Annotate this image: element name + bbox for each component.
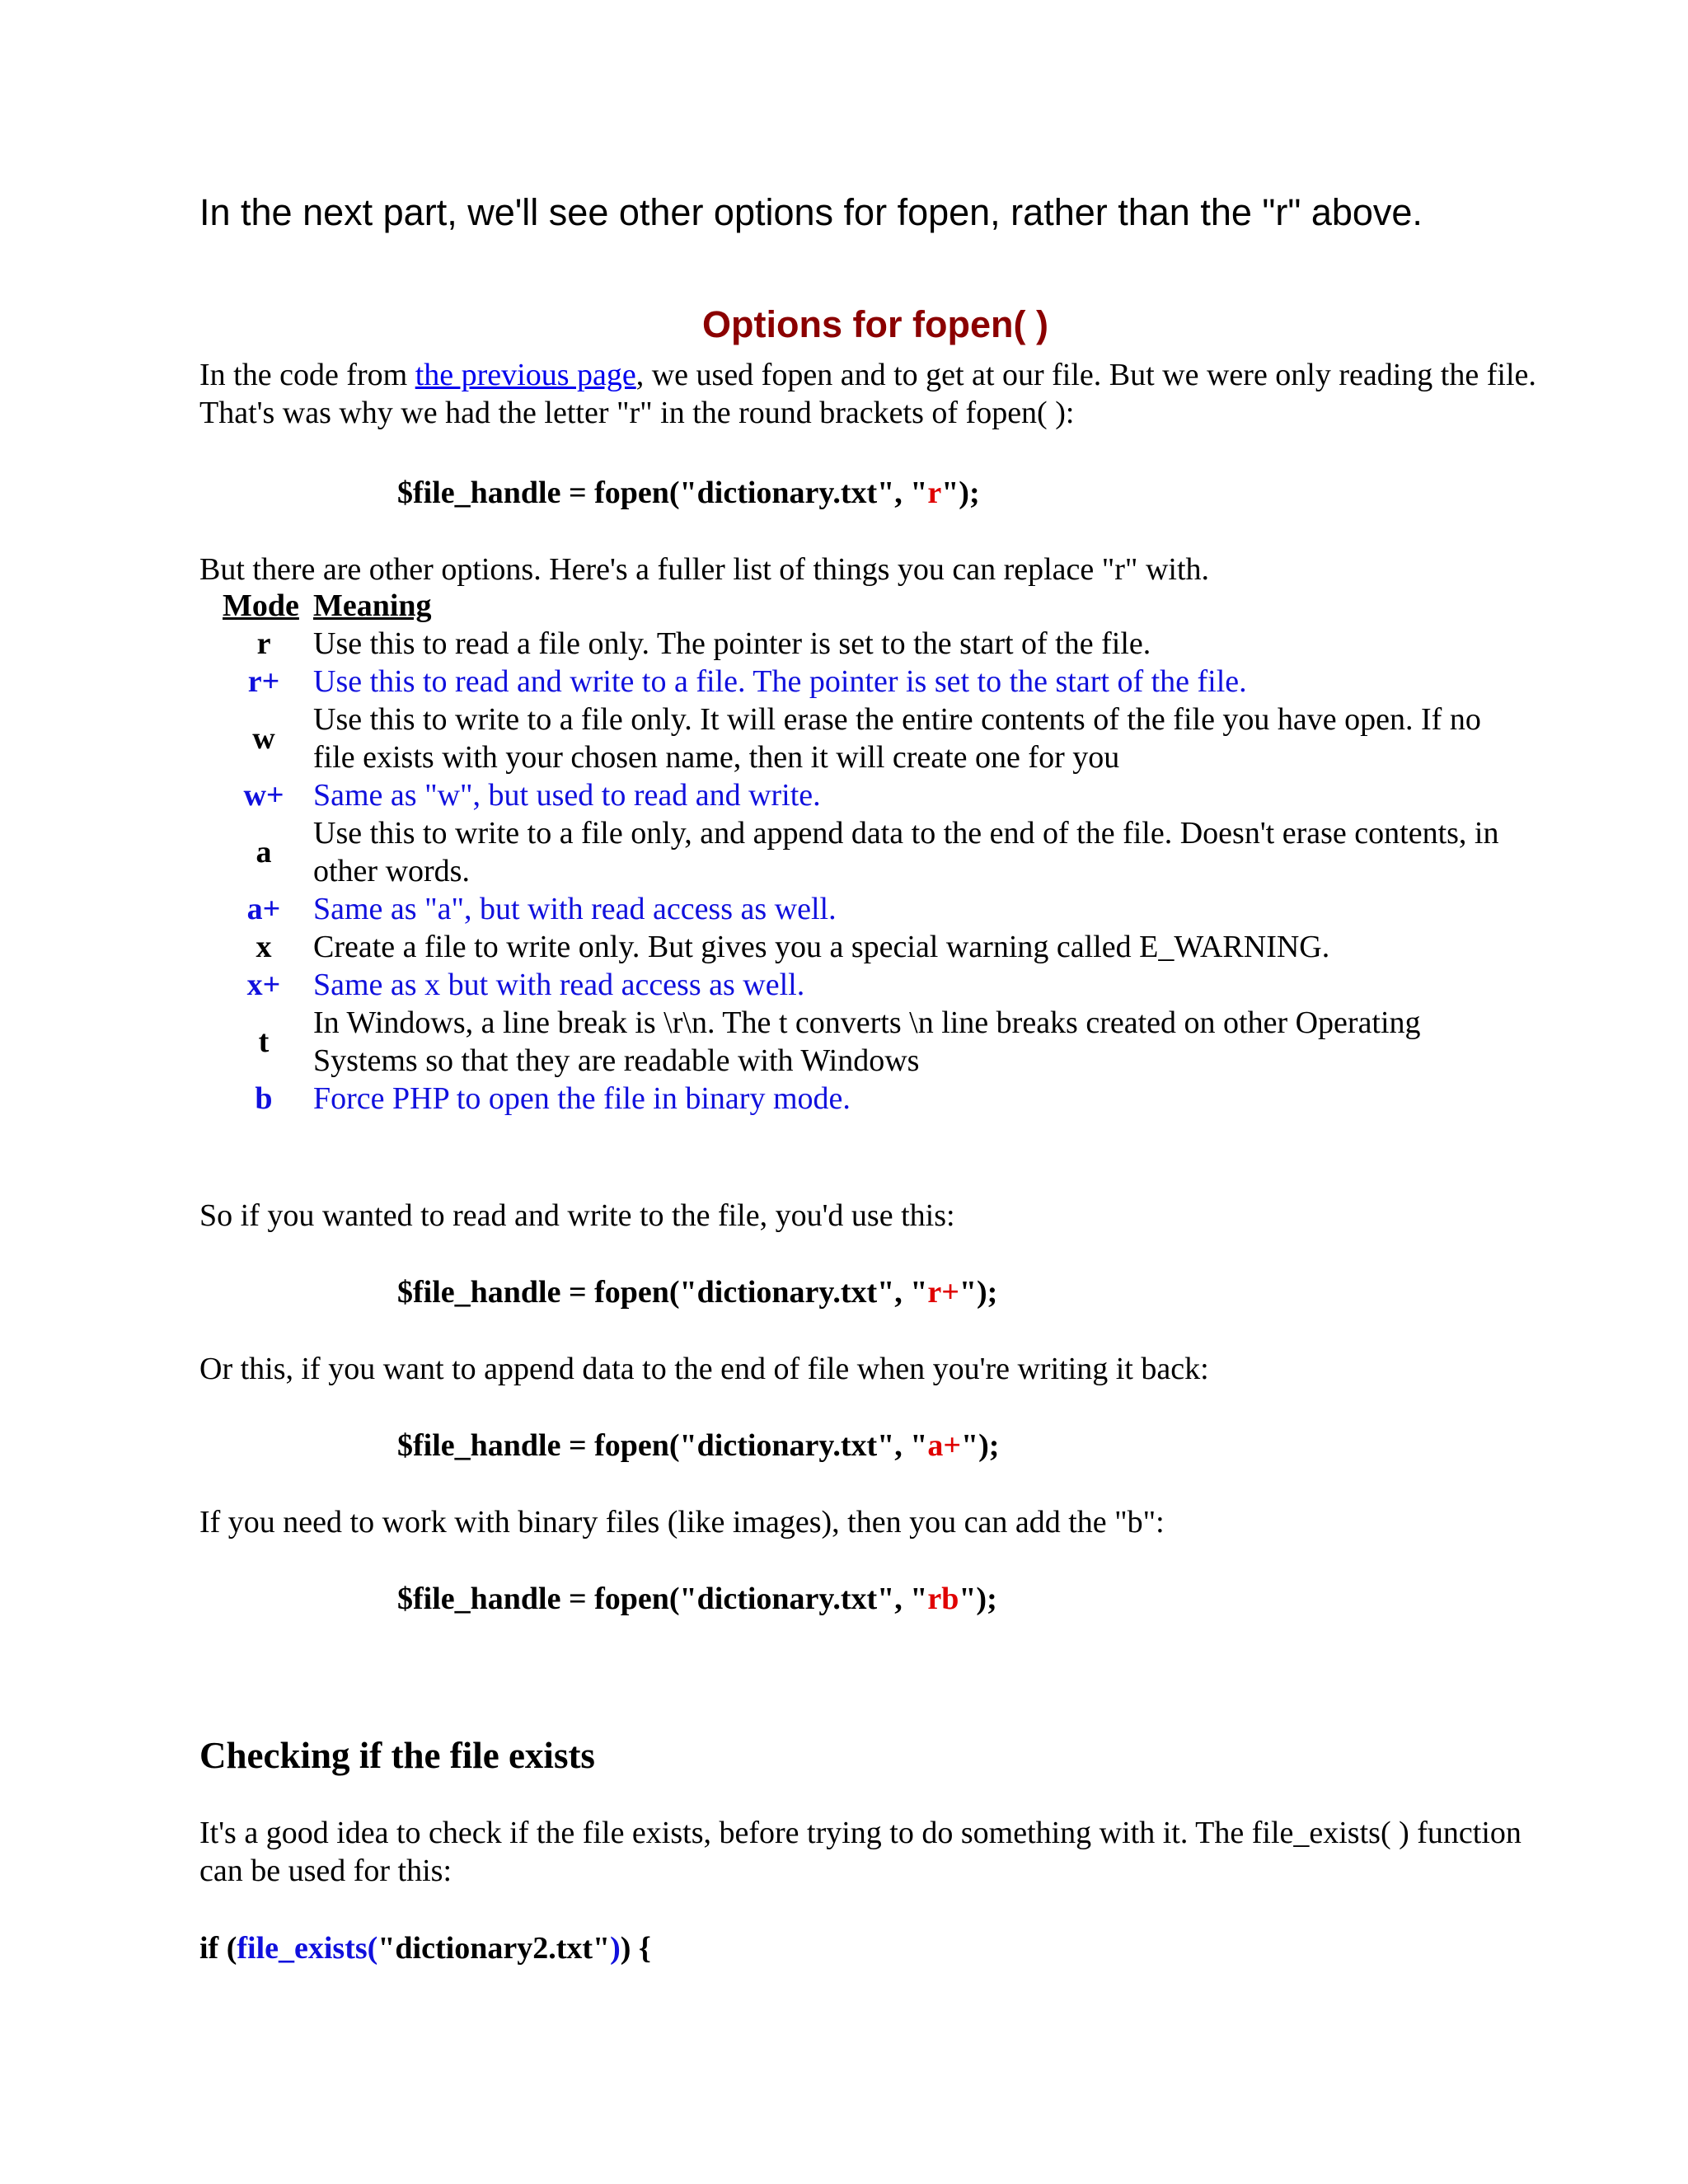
section-heading: Options for fopen( )	[702, 303, 1048, 345]
paragraph-file-exists: It's a good idea to check if the file exists, before trying to do something with it. The file_exists( ) function can be used for this:	[199, 1816, 1522, 1888]
meaning-cell: Use this to write to a file only, and append data to the end of the file. Doesn't erase contents, in other words.	[313, 816, 1499, 888]
mode-cell: t	[258, 1024, 270, 1059]
mode-cell: a+	[246, 892, 281, 926]
meaning-cell: Same as x but with read access as well.	[313, 968, 805, 1002]
code-text: ");	[960, 1428, 1000, 1463]
code-text: "dictionary2.txt"	[377, 1931, 611, 1966]
code-function: )	[610, 1931, 621, 1966]
paragraph-text: In the code from	[199, 358, 415, 392]
meaning-cell: Create a file to write only. But gives you a special warning called E_WARNING.	[313, 930, 1330, 964]
code-text: if (	[199, 1931, 237, 1966]
mode-cell: w	[252, 721, 275, 756]
code-text: ) {	[620, 1931, 651, 1966]
code-mode: rb	[927, 1582, 959, 1616]
code-text: $file_handle = fopen("dictionary.txt", "	[397, 1428, 928, 1463]
paragraph-previous-page	[199, 356, 1551, 432]
header-meaning: Meaning	[313, 588, 432, 623]
code-mode: r+	[927, 1275, 959, 1310]
subheading-file-exists: Checking if the file exists	[199, 1735, 595, 1776]
paragraph-text: , we used fopen and to get at our file. But we were only reading the file. That's was why we had the letter "r" in the round brackets of fopen( ):	[199, 358, 1536, 430]
header-mode: Mode	[223, 588, 299, 623]
meaning-cell: Same as "w", but used to read and write.	[313, 778, 821, 813]
meaning-cell: Force PHP to open the file in binary mode.	[313, 1081, 851, 1116]
paragraph-options-intro: But there are other options. Here's a fuller list of things you can replace "r" with.	[199, 552, 1209, 587]
mode-cell: b	[255, 1081, 273, 1116]
table-row	[223, 890, 1574, 928]
table-row	[223, 966, 1574, 1004]
code-line	[397, 1273, 997, 1311]
code-function: file_exists(	[237, 1931, 378, 1966]
meaning-cell: Use this to write to a file only. It will erase the entire contents of the file you have open. If no file exists with your chosen name, then it will create one for you	[313, 702, 1481, 775]
code-text: $file_handle = fopen("dictionary.txt", "	[397, 1582, 928, 1616]
mode-cell: r+	[247, 664, 280, 699]
mode-cell: x+	[246, 968, 281, 1002]
code-text: ");	[941, 476, 980, 510]
table-header	[223, 587, 1574, 625]
paragraph-binary: If you need to work with binary files (like images), then you can add the "b":	[199, 1505, 1165, 1540]
code-text: ");	[959, 1275, 998, 1310]
code-line	[397, 1580, 997, 1618]
table-row	[223, 776, 1574, 814]
table-row	[223, 701, 1574, 776]
meaning-cell: In Windows, a line break is \r\n. The t converts \n line breaks created on other Operating Systems so that they are readable with Windows	[313, 1005, 1421, 1078]
mode-cell: a	[256, 835, 272, 869]
table-row	[223, 1080, 1574, 1118]
mode-cell: r	[256, 626, 271, 661]
table-row	[223, 625, 1574, 663]
paragraph-append: Or this, if you want to append data to the end of file when you're writing it back:	[199, 1352, 1209, 1386]
code-text: ");	[959, 1582, 997, 1616]
modes-table	[223, 587, 1574, 1118]
code-line	[397, 474, 980, 512]
previous-page-link[interactable]: the previous page	[415, 358, 636, 392]
meaning-cell: Use this to read a file only. The pointer is set to the start of the file.	[313, 626, 1151, 661]
paragraph-read-write: So if you wanted to read and write to the file, you'd use this:	[199, 1198, 955, 1233]
code-line-file-exists	[199, 1930, 651, 1966]
code-mode: r	[927, 476, 942, 510]
code-mode: a+	[927, 1428, 961, 1463]
table-row	[223, 663, 1574, 701]
mode-cell: w+	[243, 778, 284, 813]
table-row	[223, 1004, 1574, 1080]
code-text: $file_handle = fopen("dictionary.txt", "	[397, 476, 928, 510]
intro-text: In the next part, we'll see other options for fopen, rather than the "r" above.	[199, 191, 1423, 233]
table-row	[223, 814, 1574, 890]
meaning-cell: Same as "a", but with read access as well.	[313, 892, 837, 926]
mode-cell: x	[256, 930, 272, 964]
table-row	[223, 928, 1574, 966]
code-text: $file_handle = fopen("dictionary.txt", "	[397, 1275, 928, 1310]
meaning-cell: Use this to read and write to a file. The pointer is set to the start of the file.	[313, 664, 1247, 699]
code-line	[397, 1427, 999, 1465]
